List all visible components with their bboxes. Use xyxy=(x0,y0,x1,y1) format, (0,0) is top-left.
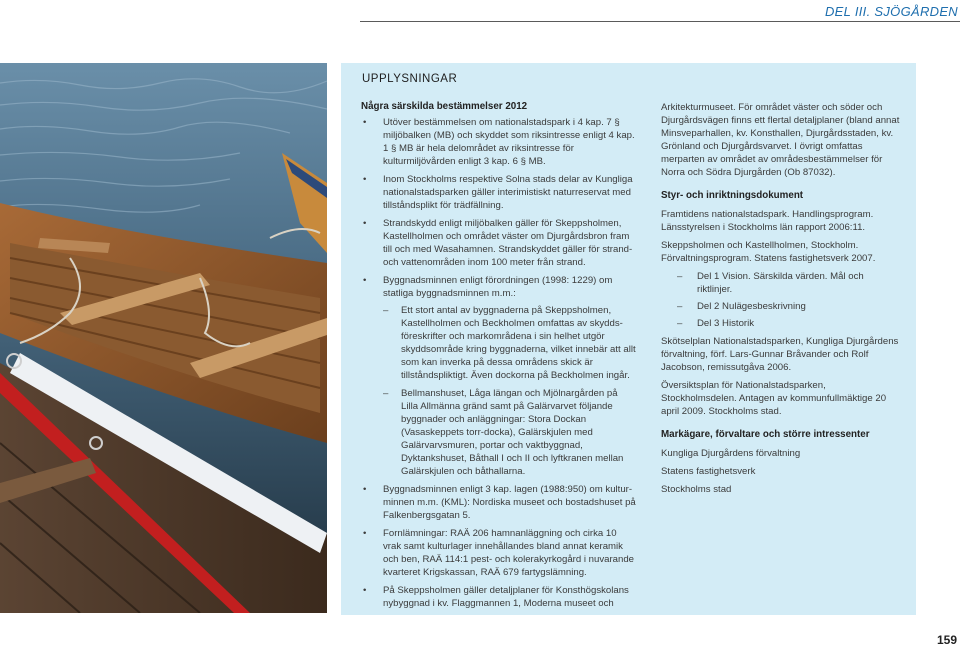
regulations-heading: Några särskilda bestämmelser 2012 xyxy=(361,101,528,112)
right-column xyxy=(661,101,901,501)
documents-heading: Styr- och inriktningsdokument xyxy=(661,190,804,201)
information-panel xyxy=(341,63,916,615)
list-item: • Inom Stockholms respektive Solna stads delar av Kungliga nationalstadsparken gäller interimistiskt naturreservat med tillståndsplikt för trädfällning. xyxy=(361,173,636,212)
running-header xyxy=(360,0,960,26)
owner-entry: Statens fastighetsverk xyxy=(661,466,756,477)
document-entry: Skeppsholmen och Kastellholmen, Stockholm. Förvaltningsprogram. Statens fastighetsverk 2007. xyxy=(661,240,876,264)
document-entry: Framtidens nationalstadspark. Handlingsprogram. Länsstyrelsen i Stockholms län rapport 2006:11. xyxy=(661,209,874,233)
document-entry: Skötselplan Nationalstadsparken, Kungliga Djurgårdens förvaltning, förf. Lars-Gunnar Bråvander och Rolf Jacobson, remissutgåva 2006. xyxy=(661,336,899,373)
list-item xyxy=(361,274,636,478)
owner-entry: Stockholms stad xyxy=(661,484,732,495)
list-item: • På Skeppsholmen gäller detaljplaner för Konsthögskolans nybyggnad i kv. Flaggmannen 1, Moderna museet och xyxy=(361,584,636,610)
document-parts-list xyxy=(661,270,901,330)
list-item: • Fornlämningar: RAÄ 206 hamnanläggning och cirka 10 vrak samt kulturlager innehållandes bland annat keramik och ben, RAÄ 114:1 pest- och kolerakyrkogård i nuvarande kvarteret Krigskassan, RAÄ 679 fartygslämning. xyxy=(361,527,636,579)
sub-list-item: – Bellmanshuset, Låga längan och Mjölnargården på Lilla Allmänna gränd samt på Galärvarvet följande byggnader och anläggningar: Stora Dockan (Vasaskeppets torr-docka), Galärskjulen med Galärvarvsmuren, portar och vaktbyggnad, Dyktankshuset, Båthall I och II och lyftkranen mellan Galärskjulen och båthallarna. xyxy=(383,387,636,478)
owners-heading: Markägare, förvaltare och större intressenter xyxy=(661,429,870,440)
sub-list-item: – Del 3 Historik xyxy=(661,317,901,330)
list-item: • Byggnadsminnen enligt 3 kap. lagen (1988:950) om kultur-minnen m.m. (KML): Nordiska museet och bostadshuset på Falkenbergsgatan 5. xyxy=(361,483,636,522)
list-item: • Strandskydd enligt miljöbalken gäller för Skeppsholmen, Kastellholmen och området väster om Djurgårdsbron fram till och med Wasahamnen. Strandskyddet gäller för strand- och vattenområden inom 100 meter från strand. xyxy=(361,217,636,269)
section-title: DEL III. SJÖGÅRDEN xyxy=(824,4,958,19)
sub-list xyxy=(383,304,636,478)
rowboats-illustration xyxy=(0,63,327,613)
left-column xyxy=(361,100,636,615)
page-number: 159 xyxy=(936,633,957,647)
sub-list-item: – Ett stort antal av byggnaderna på Skeppsholmen, Kastellholmen och Beckholmen omfattas av skydds-föreskrifter och markområdena i sin helhet utgör skyddsområde kring byggnaderna, vilket innebär att allt som kan inverka på dessa områdens skick är tillståndspliktigt. Även dockorna på Beckholmen ingår. xyxy=(383,304,636,382)
owner-entry: Kungliga Djurgårdens förvaltning xyxy=(661,448,801,459)
document-entry: Översiktsplan för Nationalstadsparken, Stockholmsdelen. Antagen av kommunfullmäktige 20 april 2009. Stockholms stad. xyxy=(661,380,887,417)
header-rule xyxy=(360,21,960,22)
continuation-text: Arkitekturmuseet. För området väster och söder och Djurgårdsvägen finns ett flertal detaljplaner (bland annat Minsveparhallen, kv. Konsthallen, Djurgårdsstaden, kv. Grönland och Djurgårdsvarvet. I övrigt omfattas merparten av området av områdesbestämmelser för Norra och Södra Djurgården (Ob 87032). xyxy=(661,102,900,178)
sub-list-item: – Del 1 Vision. Särskilda värden. Mål och riktlinjer. xyxy=(661,270,901,296)
regulations-list xyxy=(361,116,636,610)
list-item-text: Byggnadsminnen enligt förordningen (1998: 1229) om statliga byggnadsminnen m.m.: xyxy=(383,275,613,299)
rowboats-photo xyxy=(0,63,327,613)
panel-title: UPPLYSNINGAR xyxy=(362,73,458,85)
sub-list-item: – Del 2 Nulägesbeskrivning xyxy=(661,300,901,313)
list-item: • Utöver bestämmelsen om nationalstadspark i 4 kap. 7 § miljöbalken (MB) och skyddet som riksintresse enligt 4 kap. 1 § MB är hela delområdet av riksintresse för kulturmiljövården enligt 3 kap. 6 § MB. xyxy=(361,116,636,168)
